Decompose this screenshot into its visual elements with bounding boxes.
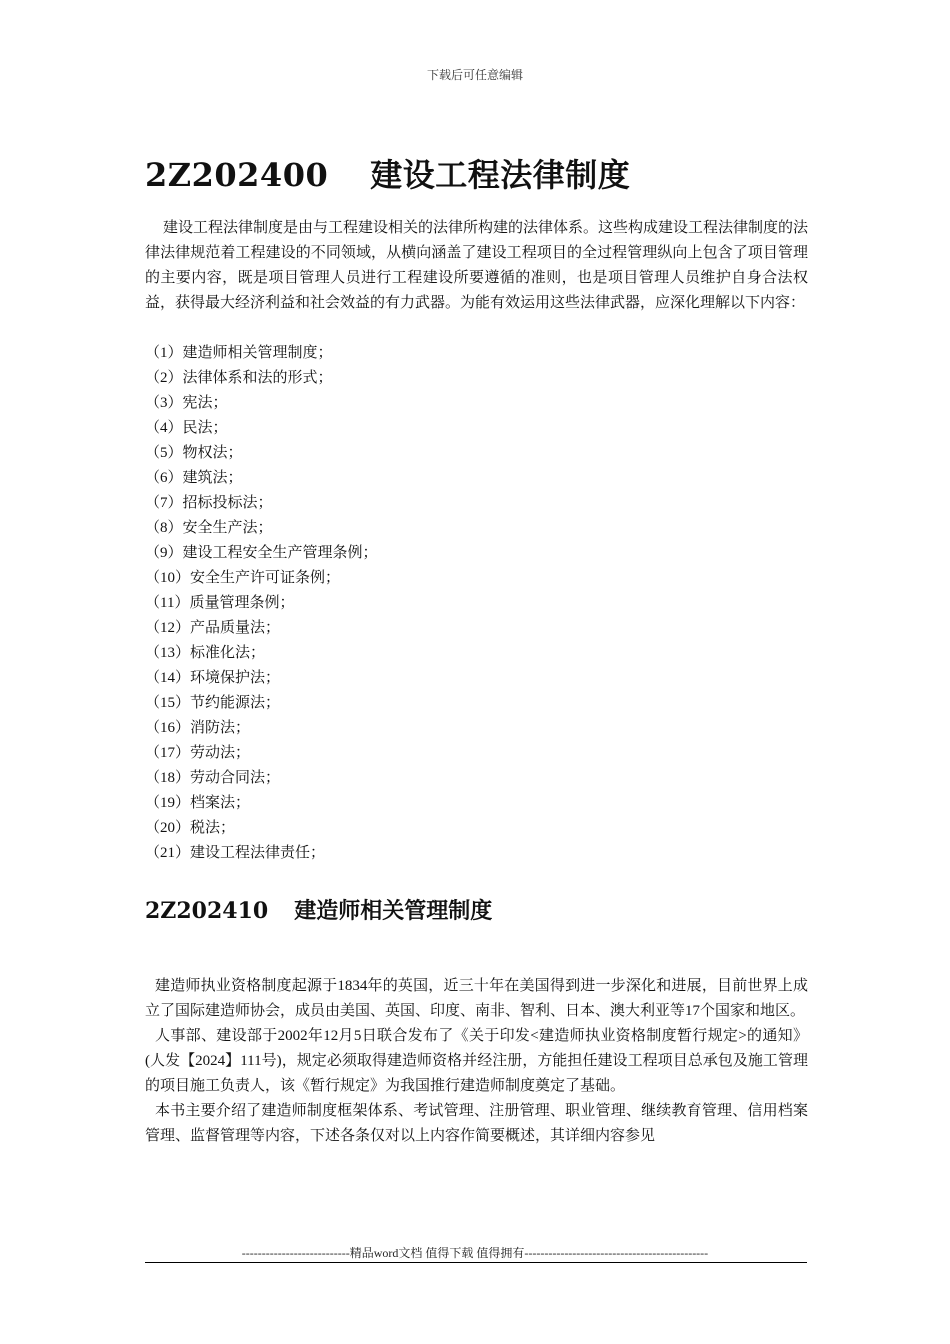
footer-text: ---------------------------精品word文档 值得下载 值得拥有----------------------------------------------	[241, 1246, 709, 1260]
section-heading-2	[145, 894, 492, 925]
list-item: （20）税法；	[145, 820, 236, 836]
list-item: （15）节约能源法；	[145, 695, 281, 711]
subsection-title: 建造师相关管理制度	[294, 898, 493, 924]
section-title: 建设工程法律制度	[370, 156, 631, 194]
header-note: 下载后可任意编辑	[426, 68, 523, 82]
list-item: （16）消防法；	[145, 720, 251, 736]
section-heading-1	[145, 150, 630, 196]
list-item: （12）产品质量法；	[145, 620, 281, 636]
list-item: （9）建设工程安全生产管理条例；	[145, 545, 378, 561]
list-item: （3）宪法；	[145, 395, 228, 411]
section-code: 2Z202400	[145, 156, 329, 194]
list-item: （4）民法；	[145, 420, 228, 436]
list-item: （6）建筑法；	[145, 470, 243, 486]
list-item: （8）安全生产法；	[145, 520, 273, 536]
list-item: （5）物权法；	[145, 445, 243, 461]
footer-divider	[145, 1262, 807, 1263]
subsection-code: 2Z202410	[145, 898, 269, 924]
list-item: （2）法律体系和法的形式；	[145, 370, 333, 386]
list-item: （1）建造师相关管理制度；	[145, 345, 333, 361]
list-item: （10）安全生产许可证条例；	[145, 570, 341, 586]
intro-paragraph: 建设工程法律制度是由与工程建设相关的法律所构建的法律体系。这些构成建设工程法律制度的法律法律规范着工程建设的不同领域，从横向涵盖了建设工程项目的全过程管理纵向上包含了项目管理的主要内容，既是项目管理人员进行工程建设所要遵循的准则，也是项目管理人员维护自身合法权益，获得最大经济利益和社会效益的有力武器。为能有效运用这些法律武器，应深化理解以下内容：	[145, 220, 809, 311]
list-item: （11）质量管理条例；	[145, 595, 295, 611]
paragraph: 本书主要介绍了建造师制度框架体系、考试管理、注册管理、职业管理、继续教育管理、信用档案管理、监督管理等内容，下述各条仅对以上内容作简要概述，其详细内容参见	[145, 1103, 808, 1144]
list-item: （14）环境保护法；	[145, 670, 281, 686]
topic-list	[145, 341, 378, 866]
list-item: （19）档案法；	[145, 795, 251, 811]
list-item: （7）招标投标法；	[145, 495, 273, 511]
paragraph: 人事部、建设部于2002年12月5日联合发布了《关于印发<建造师执业资格制度暂行规定>的通知》(人发【2024】111号)，规定必须取得建造师资格并经注册，方能担任建设工程项目总承包及施工管理的项目施工负责人，该《暂行规定》为我国推行建造师制度奠定了基础。	[145, 1028, 808, 1094]
list-item: （13）标准化法；	[145, 645, 266, 661]
paragraph: 建造师执业资格制度起源于1834年的英国，近三十年在美国得到进一步深化和进展，目前世界上成立了国际建造师协会，成员由美国、英国、印度、南非、智利、日本、澳大利亚等17个国家和地区。	[145, 978, 808, 1019]
list-item: （17）劳动法；	[145, 745, 251, 761]
list-item: （18）劳动合同法；	[145, 770, 281, 786]
list-item: （21）建设工程法律责任；	[145, 845, 326, 861]
section-body	[145, 974, 808, 1149]
